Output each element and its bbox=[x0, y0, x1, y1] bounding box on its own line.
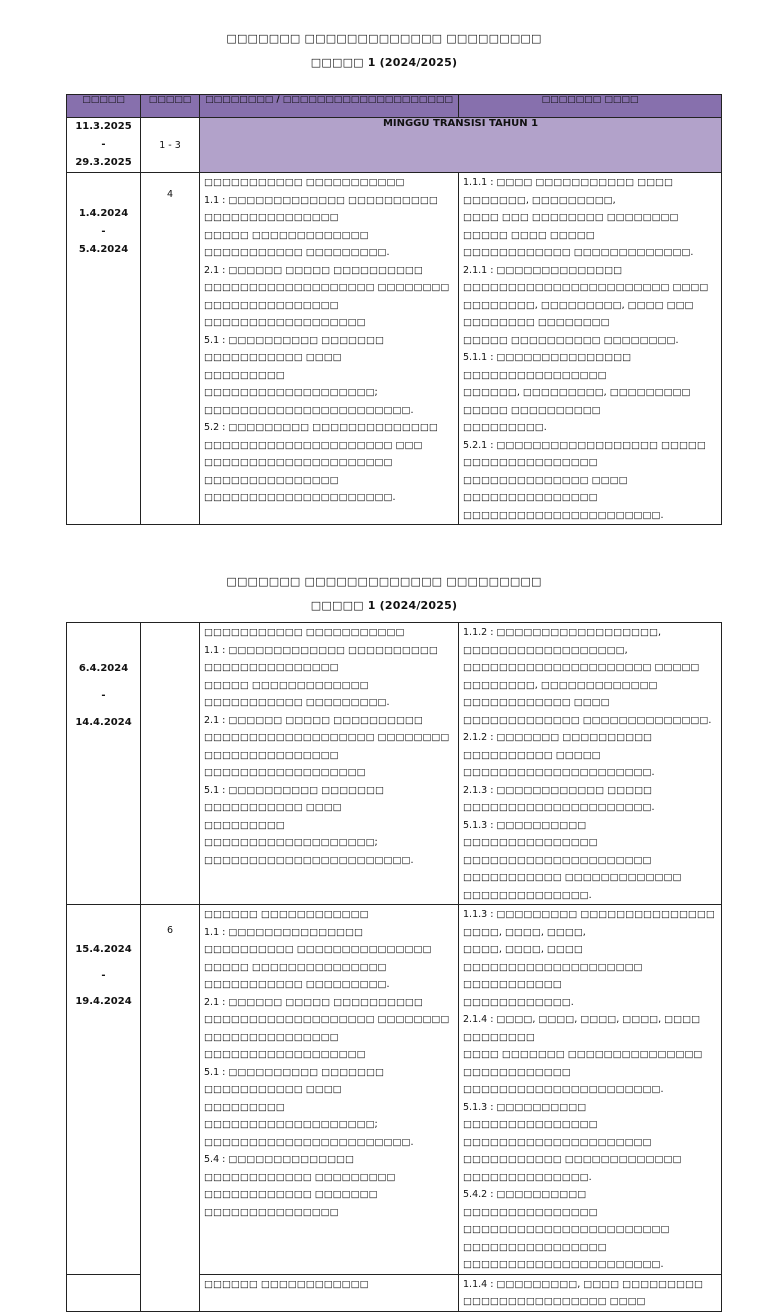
table-header-row bbox=[67, 95, 722, 118]
content-line: 2.1 : □□□□□□ □□□□□ □□□□□□□□□□ bbox=[204, 264, 423, 276]
content-cell bbox=[200, 173, 459, 525]
document-title-1: □□□□□□□ □□□□□□□□□□□□□ □□□□□□□□□ bbox=[226, 32, 542, 45]
standard-cell bbox=[459, 1274, 722, 1311]
standard-line: 1.1.2 : □□□□□□□□□□□□□□□□□□, □□□□□□□□□□□□□□□□□□, bbox=[463, 627, 661, 656]
content-cell bbox=[200, 905, 459, 1275]
date-end: 5.4.2024 bbox=[78, 244, 129, 255]
standard-line: □□□□□□□□□□□□□□□□□□□□□ □□□□□ □□□□□□□□, □□□□□□□□□□□□□ bbox=[463, 662, 700, 691]
standard-line: 5.2.1 : □□□□□□□□□□□□□□□□□□ □□□□□ □□□□□□□□□□□□□□□ bbox=[463, 439, 706, 468]
document-subtitle-1: □□□□□ 1 (2024/2025) bbox=[310, 56, 458, 69]
content-line: 5.1 : □□□□□□□□□□ □□□□□□□ □□□□□□□□□□□ □□□□ bbox=[204, 784, 384, 813]
standard-line: □□□□ □□□ □□□□□□□□ □□□□□□□□ □□□□□ □□□□ □□□□□ bbox=[463, 212, 679, 241]
header-content: □□□□□□□□ / □□□□□□□□□□□□□□□□□□□□ bbox=[200, 95, 459, 118]
date-start: 6.4.2024 bbox=[78, 663, 129, 674]
content-line: 1.1 : □□□□□□□□□□□□□□□ □□□□□□□□□□ □□□□□□□□□□□□□□□ bbox=[204, 926, 432, 955]
table-row bbox=[67, 173, 722, 525]
date-sep: - bbox=[101, 690, 106, 701]
date-start: 1.4.2024 bbox=[78, 208, 129, 219]
standard-line: □□□□□□□□□□□□□□. bbox=[463, 889, 592, 901]
content-line: □□□□□□□□□□□ □□□□□□□□□□□ bbox=[204, 177, 405, 188]
content-line: □□□□□ □□□□□□□□□□□□□ □□□□□□□□□□□ □□□□□□□□□. bbox=[204, 679, 390, 708]
document-subtitle-2: □□□□□ 1 (2024/2025) bbox=[310, 599, 458, 612]
content-line: □□□□□□□□□ □□□□□□□□□□□□□□□□□□□; bbox=[204, 369, 378, 398]
header-standard: □□□□□□□ □□□□ bbox=[459, 95, 722, 118]
week-cell: 6 bbox=[141, 905, 200, 1312]
week-cell bbox=[141, 623, 200, 905]
content-cell bbox=[200, 623, 459, 905]
content-line: □□□□□ □□□□□□□□□□□□□□□ □□□□□□□□□□□ □□□□□□□□□. bbox=[204, 961, 390, 990]
standard-line: □□□□□□□□□□□□□□□□□□□□□ □□□□□□□□□□□ □□□□□□□□□□□□□ bbox=[463, 854, 682, 883]
date-cell bbox=[67, 173, 141, 525]
content-line: □□□□□□□□□□□□□□□□□□ bbox=[204, 317, 366, 328]
standard-line: □□□□□□□□□□□□□□□□□□□□□□. bbox=[463, 509, 664, 521]
date-sep: - bbox=[101, 970, 106, 981]
content-line: □□□□□□□□□□□□□□□□□□□ □□□□□□□□ □□□□□□□□□□□□□□□ bbox=[204, 282, 450, 311]
content-line: □□□□□□□□□□□□□□□□□□□□□□□. bbox=[204, 404, 414, 416]
content-line: □□□□□□□□□□□□□□□□□□□ □□□□□□□□ □□□□□□□□□□□□□□□ bbox=[204, 732, 450, 761]
content-line: □□□□□□□□□□□ □□□□□□□□□□□ bbox=[204, 627, 405, 638]
standard-line: □□□□□□□□□□□□□□□□□□□□□□. bbox=[463, 1259, 664, 1270]
standard-line: 1.1.3 : □□□□□□□□□ □□□□□□□□□□□□□□□ □□□□, □□□□, □□□□, bbox=[463, 909, 715, 938]
date-start: 15.4.2024 bbox=[75, 944, 132, 955]
content-line: □□□□□□□□□□□□□□□□□□ bbox=[204, 1049, 366, 1060]
standard-line: 1.1.4 : □□□□□□□□□, □□□□ □□□□□□□□□ □□□□□□□□□□□□□□□□ □□□□ bbox=[463, 1278, 703, 1307]
content-line: □□□□□□□□□ □□□□□□□□□□□□□□□□□□□; bbox=[204, 819, 378, 848]
standard-cell bbox=[459, 905, 722, 1275]
date-end: 14.4.2024 bbox=[75, 717, 132, 728]
table-row bbox=[67, 623, 722, 905]
content-cell bbox=[200, 1274, 459, 1311]
plan-table-2 bbox=[66, 622, 722, 1312]
content-line: □□□□□□□□□□□□□□□□□□ bbox=[204, 767, 366, 778]
content-line: □□□□□□□□□□□□□□□□□□□□□ □□□ □□□□□□□□□□□□□□□□□□□□□ bbox=[204, 439, 423, 468]
table-row bbox=[67, 905, 722, 1275]
standard-line: □□□□□□, □□□□□□□□□, □□□□□□□□□ □□□□□ □□□□□□□□□□ bbox=[463, 387, 691, 416]
content-line: □□□□□□□□□□□□□□□□□□□ □□□□□□□□ □□□□□□□□□□□□□□□ bbox=[204, 1014, 450, 1043]
transition-banner: MINGGU TRANSISI TAHUN 1 bbox=[200, 118, 722, 173]
standard-line: 2.1.2 : □□□□□□□ □□□□□□□□□□ □□□□□□□□□□ □□□□□ bbox=[463, 732, 653, 761]
date-cell bbox=[67, 905, 141, 1275]
date-end: 19.4.2024 bbox=[75, 996, 132, 1007]
standard-line: □□□□□□□□□□□□□□□□□□□□□ □□□□□□□□□□□ □□□□□□□□□□□□□ bbox=[463, 1136, 682, 1165]
header-date: □□□□□ bbox=[67, 95, 141, 118]
standard-line: □□□□□□□□□□□□□□□□□□□□□□. bbox=[463, 1084, 664, 1095]
header-week: □□□□□ bbox=[141, 95, 200, 118]
standard-line: □□□□□□□□□. bbox=[463, 422, 547, 433]
content-line: □□□□□□□□□□□□□□□□□□□□□□□. bbox=[204, 1136, 414, 1148]
content-line: □□□□□□□□□□□□□□□□□□□□□□□. bbox=[204, 854, 414, 866]
week-cell: 1 - 3 bbox=[141, 118, 200, 173]
standard-cell bbox=[459, 173, 722, 525]
date-start: 11.3.2025 bbox=[75, 121, 132, 132]
date-sep: - bbox=[101, 139, 106, 150]
content-line: 5.1 : □□□□□□□□□□ □□□□□□□ □□□□□□□□□□□ □□□□ bbox=[204, 334, 384, 363]
date-cell bbox=[67, 118, 141, 173]
table-row bbox=[67, 118, 722, 173]
standard-cell bbox=[459, 623, 722, 905]
content-line: 2.1 : □□□□□□ □□□□□ □□□□□□□□□□ bbox=[204, 996, 423, 1008]
content-line: 5.4 : □□□□□□□□□□□□□□ □□□□□□□□□□□□ □□□□□□□□□ bbox=[204, 1154, 396, 1183]
standard-line: □□□□ □□□□□□□ □□□□□□□□□□□□□□□ □□□□□□□□□□□□ bbox=[463, 1049, 703, 1078]
content-line: □□□□□ □□□□□□□□□□□□□ □□□□□□□□□□□ □□□□□□□□□. bbox=[204, 229, 390, 258]
standard-line: 2.1.3 : □□□□□□□□□□□□ □□□□□ □□□□□□□□□□□□□□□□□□□□□. bbox=[463, 784, 655, 813]
content-line: 1.1 : □□□□□□□□□□□□□ □□□□□□□□□□ □□□□□□□□□□□□□□□ bbox=[204, 644, 438, 673]
standard-line: □□□□□□□□□□□□□□. bbox=[463, 1171, 592, 1183]
standard-line: □□□□□□□□□□□□□□ □□□□ □□□□□□□□□□□□□□□ bbox=[463, 474, 628, 503]
content-line: □□□□□□ □□□□□□□□□□□□ bbox=[204, 909, 369, 920]
week-cell: 4 bbox=[141, 173, 200, 525]
standard-line: 1.1.1 : □□□□ □□□□□□□□□□□ □□□□ □□□□□□□, □□□□□□□□□, bbox=[463, 177, 673, 206]
standard-line: 5.1.3 : □□□□□□□□□□ □□□□□□□□□□□□□□□ bbox=[463, 819, 598, 848]
document-title-2: □□□□□□□ □□□□□□□□□□□□□ □□□□□□□□□ bbox=[226, 575, 542, 588]
content-line: □□□□□□ □□□□□□□□□□□□ bbox=[204, 1278, 369, 1290]
standard-line: □□□□□□□□□□□□. bbox=[463, 996, 574, 1008]
standard-line: 5.4.2 : □□□□□□□□□□ □□□□□□□□□□□□□□□ bbox=[463, 1189, 598, 1218]
date-cell bbox=[67, 623, 141, 905]
standard-line: 5.1.3 : □□□□□□□□□□ □□□□□□□□□□□□□□□ bbox=[463, 1101, 598, 1130]
date-sep: - bbox=[101, 226, 106, 237]
plan-table-1 bbox=[66, 94, 722, 525]
content-line: 5.1 : □□□□□□□□□□ □□□□□□□ □□□□□□□□□□□ □□□□ bbox=[204, 1066, 384, 1095]
content-line: 2.1 : □□□□□□ □□□□□ □□□□□□□□□□ bbox=[204, 714, 423, 726]
content-line: 5.2 : □□□□□□□□□ □□□□□□□□□□□□□□ bbox=[204, 422, 438, 433]
content-line: □□□□□□□□□ □□□□□□□□□□□□□□□□□□□; bbox=[204, 1101, 378, 1130]
content-line: 1.1 : □□□□□□□□□□□□□ □□□□□□□□□□ □□□□□□□□□□□□□□□ bbox=[204, 194, 438, 223]
standard-line: □□□□□□□□, □□□□□□□□□, □□□□ □□□ □□□□□□□□ □□□□□□□□ bbox=[463, 299, 694, 328]
standard-line: □□□□□□□□□□□□ □□□□□□□□□□□□□. bbox=[463, 247, 694, 258]
standard-line: □□□□□ □□□□□□□□□□ □□□□□□□□. bbox=[463, 334, 679, 346]
standard-line: 2.1.4 : □□□□, □□□□, □□□□, □□□□, □□□□ □□□□□□□□ bbox=[463, 1014, 701, 1043]
standard-line: 2.1.1 : □□□□□□□□□□□□□□ □□□□□□□□□□□□□□□□□□□□□□□ □□□□ bbox=[463, 264, 709, 293]
standard-line: □□□□, □□□□, □□□□ □□□□□□□□□□□□□□□□□□□□ □□□□□□□□□□□ bbox=[463, 944, 643, 990]
content-line: □□□□□□□□□□□□ □□□□□□□ □□□□□□□□□□□□□□□ bbox=[204, 1189, 378, 1218]
standard-line: □□□□□□□□□□□□ □□□□ □□□□□□□□□□□□□ □□□□□□□□□□□□□□. bbox=[463, 697, 712, 726]
standard-line: 5.1.1 : □□□□□□□□□□□□□□□ □□□□□□□□□□□□□□□□ bbox=[463, 352, 632, 381]
standard-line: □□□□□□□□□□□□□□□□□□□□□. bbox=[463, 767, 655, 778]
date-end: 29.3.2025 bbox=[75, 157, 132, 168]
standard-line: □□□□□□□□□□□□□□□□□□□□□□□ □□□□□□□□□□□□□□□□ bbox=[463, 1224, 670, 1253]
content-line: □□□□□□□□□□□□□□□ □□□□□□□□□□□□□□□□□□□□□. bbox=[204, 474, 396, 503]
date-cell bbox=[67, 1274, 141, 1311]
